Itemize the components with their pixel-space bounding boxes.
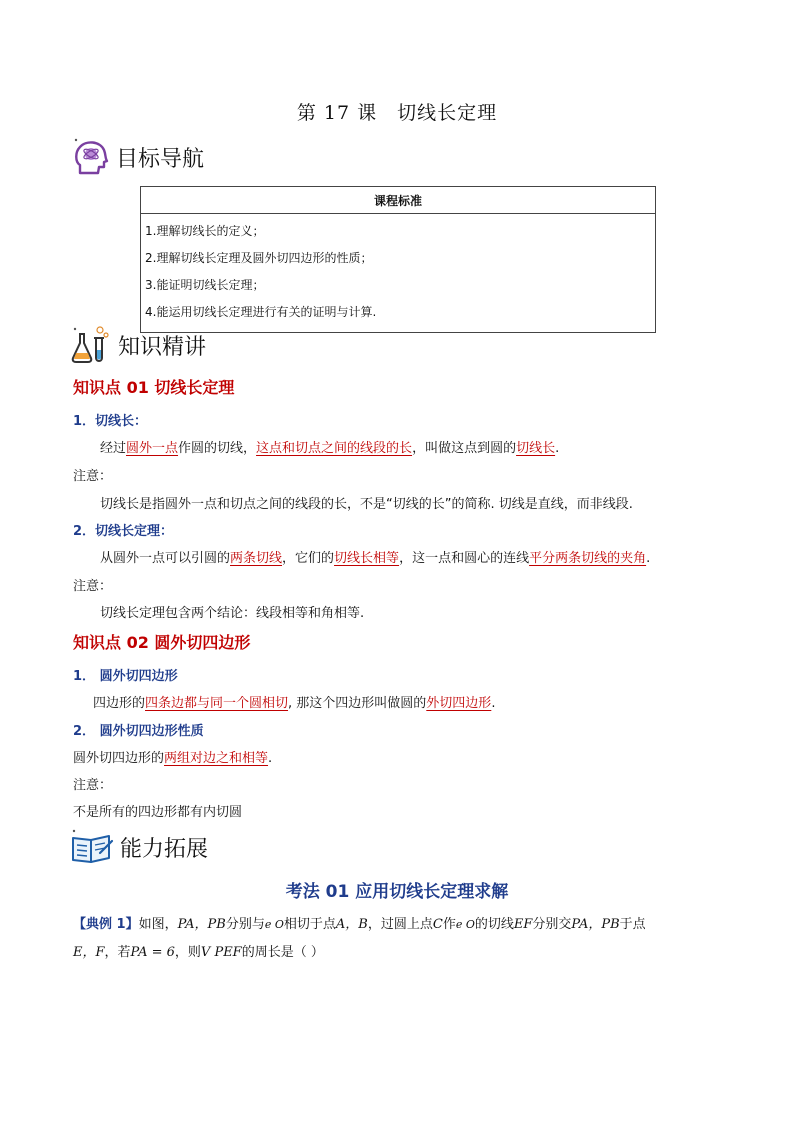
kp1-theorem: 从圆外一点可以引圆的两条切线，它们的切线长相等，这一点和圆心的连线平分两条切线的夹角.	[100, 551, 651, 566]
kp2-subtitle-property: 2． 圆外切四边形性质	[73, 724, 204, 739]
example-1-line-2: E，F，若PA = 6，则V PEF的周长是（ ）	[73, 945, 324, 960]
kp2-definition: 四边形的四条边都与同一个圆相切, 那这个四边形叫做圆的外切四边形.	[93, 696, 496, 711]
standards-list	[141, 214, 656, 333]
kp1-note-text: 切线长是指圆外一点和切点之间的线段的长，不是“切线的长”的简称. 切线是直线，而非线段.	[100, 497, 633, 512]
section-knowledge-header	[70, 326, 206, 364]
key-phrase: 切线长相等	[334, 551, 400, 566]
flask-icon	[70, 326, 112, 364]
kp1-subtitle-theorem: 2．切线长定理：	[73, 524, 174, 539]
kp2-property: 圆外切四边形的两组对边之和相等.	[73, 751, 273, 766]
lesson-topic: 切线长定理	[397, 102, 498, 124]
lesson-number: 第 17 课	[296, 102, 378, 124]
section-knowledge-title: 知识精讲	[118, 334, 207, 360]
example-1-line-1: 【典例 1】如图，PA，PB分别与e O相切于点A，B，过圆上点C作e O的切线EF分别交PA，PB于点	[73, 917, 646, 932]
key-phrase: 平分两条切线的夹角	[529, 551, 647, 566]
note-label: 注意：	[73, 778, 113, 793]
open-book-icon	[70, 828, 114, 866]
key-phrase: 这点和切点之间的线段的长	[256, 441, 413, 456]
standard-item: 3.能证明切线长定理；	[145, 278, 265, 292]
key-phrase: 两组对边之和相等	[164, 751, 269, 766]
example-tag: 【典例 1】	[73, 917, 139, 932]
knowledge-point-01-title: 知识点 01 切线长定理	[73, 378, 235, 397]
page-title	[0, 98, 794, 125]
key-phrase: 外切四边形	[426, 696, 492, 711]
section-goals-title: 目标导航	[116, 146, 205, 172]
section-ability-title: 能力拓展	[120, 836, 209, 862]
key-phrase: 四条边都与同一个圆相切	[145, 696, 289, 711]
kp2-note-text: 不是所有的四边形都有内切圆	[73, 805, 243, 820]
brain-head-icon	[72, 137, 110, 177]
standard-item: 2.理解切线长定理及圆外切四边形的性质；	[145, 251, 373, 265]
standard-item: 4.能运用切线长定理进行有关的证明与计算.	[145, 305, 377, 319]
kp1-subtitle-tangent-length: 1．切线长：	[73, 414, 148, 429]
section-ability-header	[70, 828, 208, 866]
knowledge-point-02-title: 知识点 02 圆外切四边形	[73, 633, 251, 652]
kp1-note2-text: 切线长定理包含两个结论：线段相等和角相等.	[100, 606, 365, 621]
key-phrase: 两条切线	[230, 551, 283, 566]
course-standards-table	[140, 186, 656, 333]
section-goals-header	[72, 137, 204, 177]
note-label: 注意：	[73, 469, 113, 484]
method-01-title: 考法 01 应用切线长定理求解	[285, 882, 509, 902]
note-label: 注意：	[73, 579, 113, 594]
kp2-subtitle-definition: 1． 圆外切四边形	[73, 669, 178, 684]
standard-item: 1.理解切线长的定义；	[145, 224, 265, 238]
kp1-definition: 经过圆外一点作圆的切线，这点和切点之间的线段的长，叫做这点到圆的切线长.	[100, 441, 560, 456]
key-phrase: 切线长	[516, 441, 556, 456]
key-phrase: 圆外一点	[126, 441, 179, 456]
standards-header: 课程标准	[141, 187, 656, 214]
